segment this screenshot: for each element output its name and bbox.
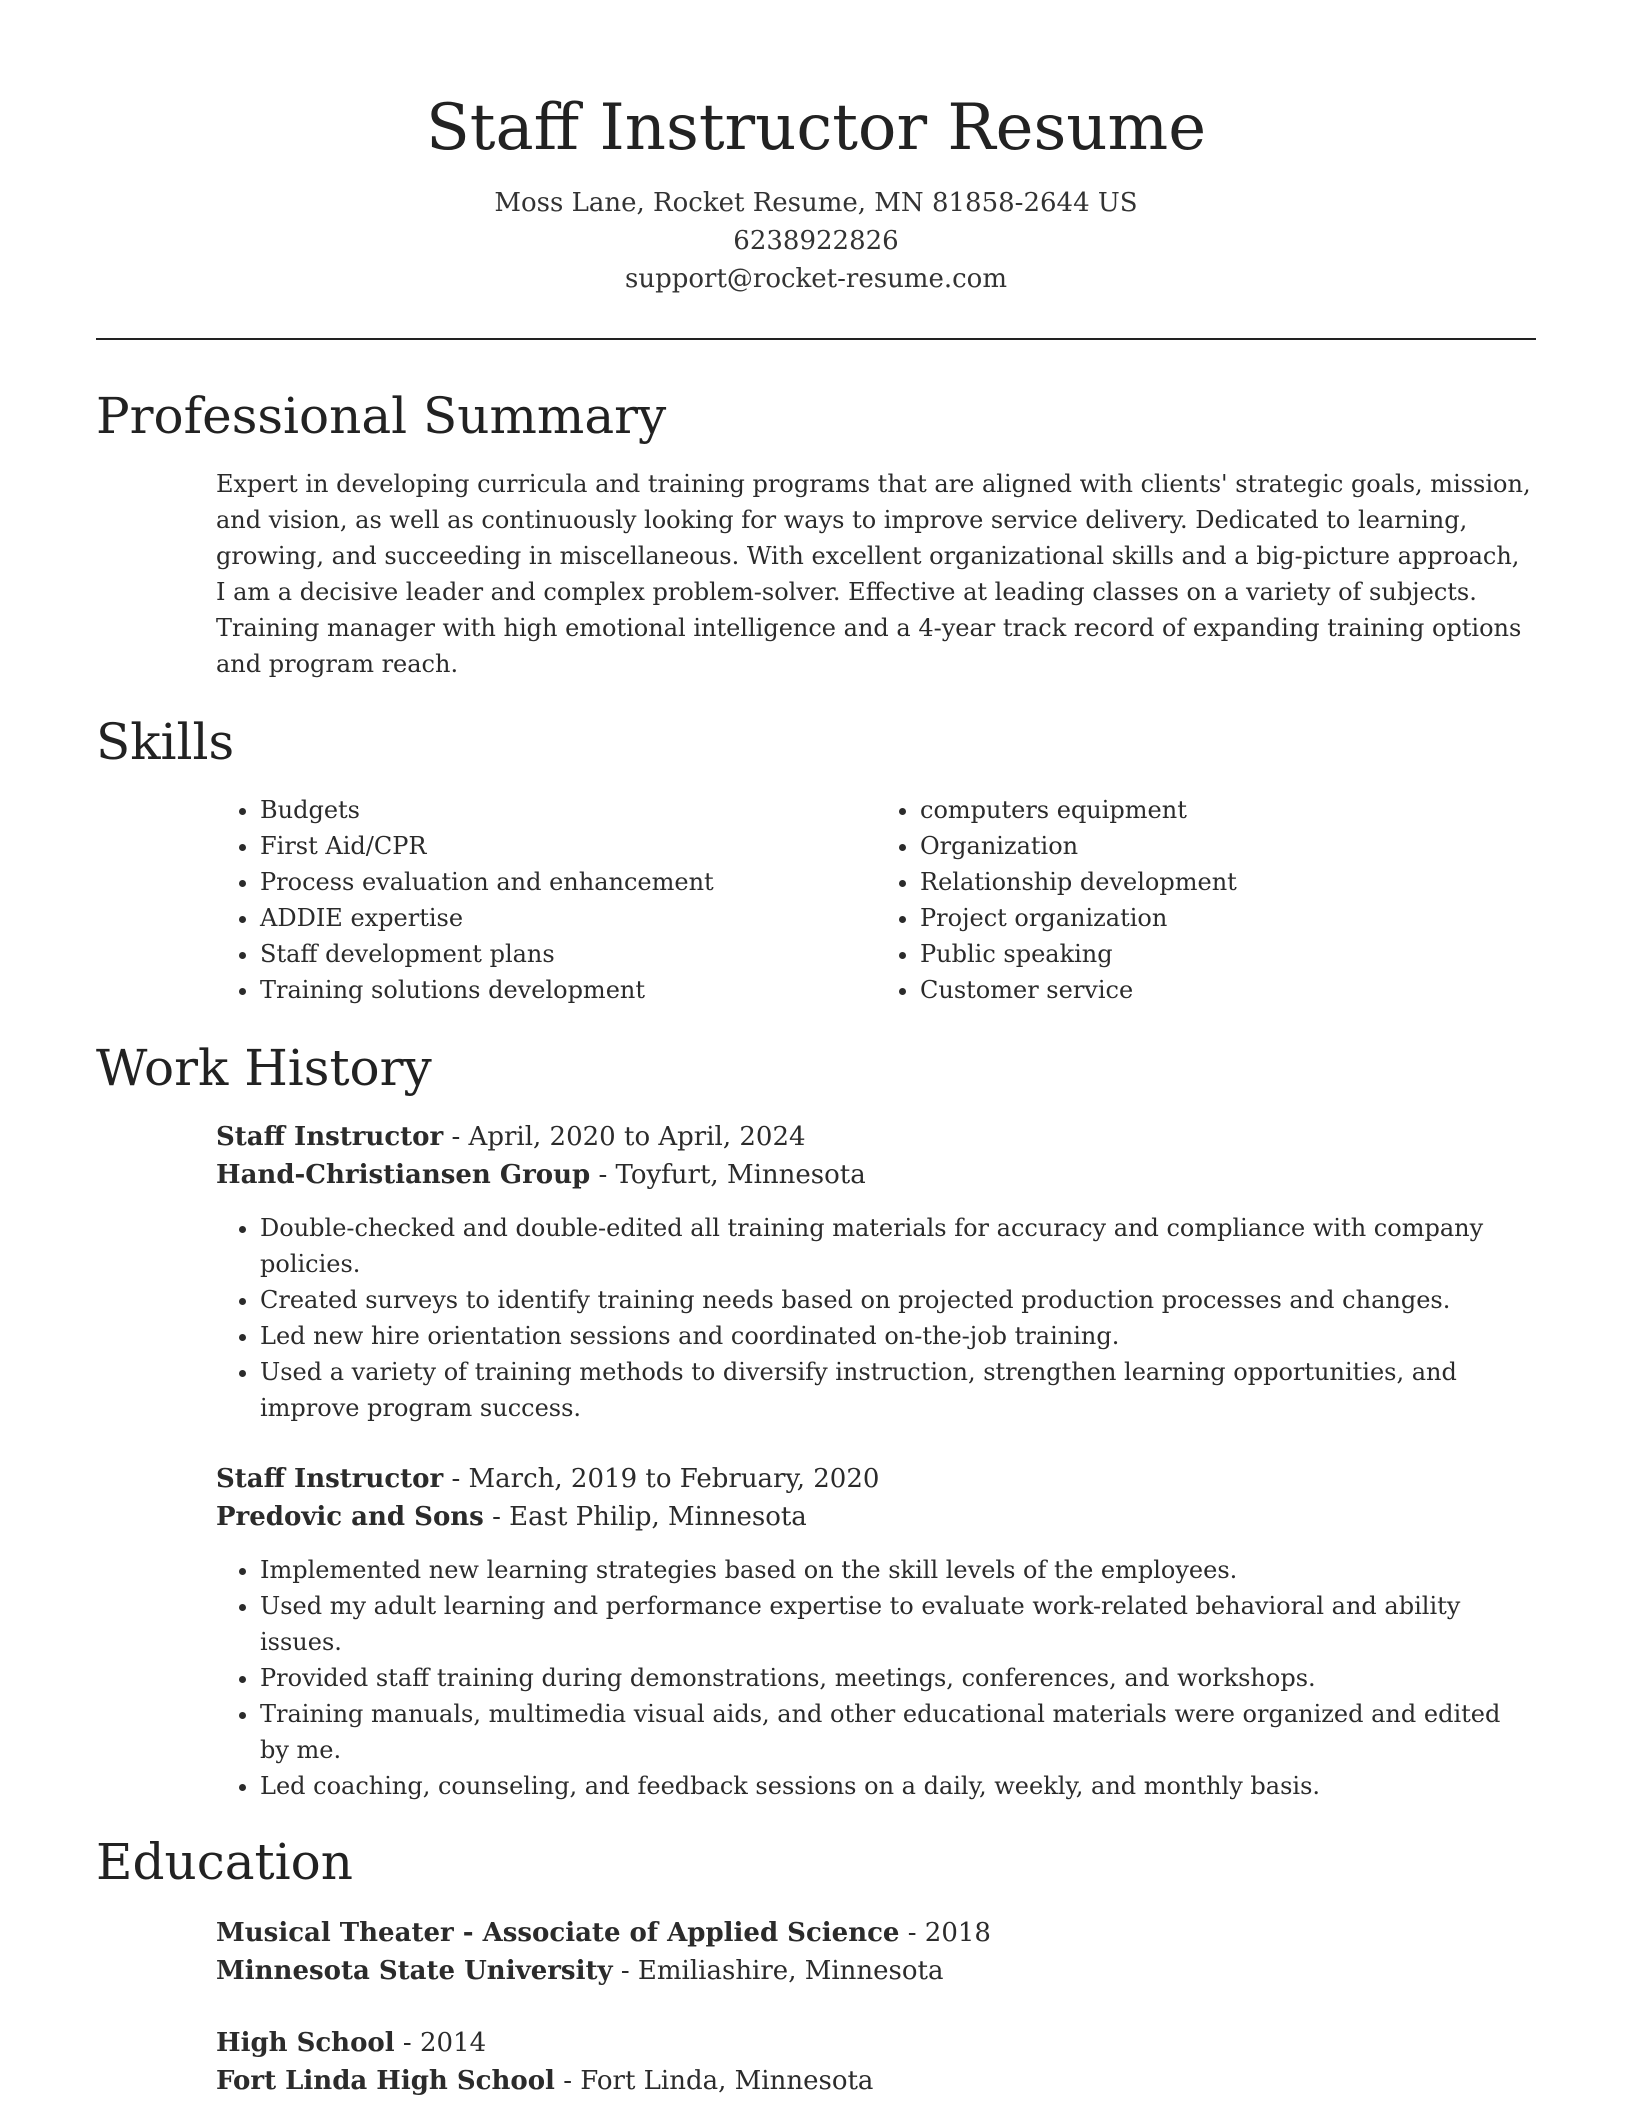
education-school: Fort Linda High School [216,2066,555,2096]
education-school-line [216,2062,1536,2100]
job-bullets [216,1210,1536,1426]
work-heading: Work History [96,1039,432,1097]
resume-title: Staff Instructor Resume [425,91,1207,165]
education-school: Minnesota State University [216,1956,613,1986]
section-work-history [96,1036,1536,1804]
job-title: Staff Instructor [216,1464,444,1494]
job-bullet: • Implemented new learning strategies based on the skill levels of the employees. [260,1552,1536,1588]
job-entry [216,1460,1536,1804]
contact-info [96,184,1536,298]
job-company-line [216,1498,1536,1536]
job-location: - East Philip, Minnesota [483,1502,807,1532]
skills-heading: Skills [96,713,235,771]
job-bullet: • Provided staff training during demonstrations, meetings, conferences, and workshops. [260,1660,1536,1696]
skills-grid [216,792,1536,1008]
contact-address: Moss Lane, Rocket Resume, MN 81858-2644 US [494,188,1138,218]
section-professional-summary [96,384,1536,682]
job-bullet: • Created surveys to identify training needs based on projected production processes and changes. [260,1282,1536,1318]
job-dates: - April, 2020 to April, 2024 [443,1122,806,1152]
job-title: Staff Instructor [216,1122,444,1152]
skill-item: • Staff development plans [260,936,876,972]
skill-item: • Customer service [920,972,1536,1008]
education-school-line [216,1952,1536,1990]
education-degree-line [216,2024,1536,2062]
education-year: - 2014 [394,2028,487,2058]
section-education [96,1830,1536,2100]
skill-item: • Public speaking [920,936,1536,972]
job-bullet: • Used my adult learning and performance expertise to evaluate work-related behavioral and ability issues. [260,1588,1536,1660]
job-bullet: • Led coaching, counseling, and feedback sessions on a daily, weekly, and monthly basis. [260,1768,1536,1804]
job-bullet: • Double-checked and double-edited all training materials for accuracy and compliance with company policies. [260,1210,1536,1282]
header-divider [96,338,1536,340]
job-company: Predovic and Sons [216,1502,484,1532]
skills-column-right [876,792,1536,1008]
contact-email: support@rocket-resume.com [624,264,1007,294]
job-entry [216,1118,1536,1426]
skills-column-left [216,792,876,1008]
job-bullet: • Used a variety of training methods to diversify instruction, strengthen learning opportunities, and improve program success. [260,1354,1536,1426]
skill-item: • Process evaluation and enhancement [260,864,876,900]
summary-heading: Professional Summary [96,387,667,445]
job-location: - Toyfurt, Minnesota [590,1160,866,1190]
skill-item: • First Aid/CPR [260,828,876,864]
education-degree-line [216,1914,1536,1952]
skill-item: • Organization [920,828,1536,864]
education-location: - Fort Linda, Minnesota [554,2066,874,2096]
skill-item: • Training solutions development [260,972,876,1008]
education-year: - 2018 [899,1918,991,1948]
education-location: - Emiliashire, Minnesota [612,1956,944,1986]
education-entry [216,1914,1536,1990]
skill-item: • Project organization [920,900,1536,936]
job-bullet: • Led new hire orientation sessions and coordinated on-the-job training. [260,1318,1536,1354]
skill-item: • Relationship development [920,864,1536,900]
education-entry [216,2024,1536,2100]
job-dates: - March, 2019 to February, 2020 [443,1464,880,1494]
job-company-line [216,1156,1536,1194]
job-title-line [216,1460,1536,1498]
skill-item: • computers equipment [920,792,1536,828]
contact-phone: 6238922826 [733,226,899,256]
job-bullets [216,1552,1536,1804]
summary-text: Expert in developing curricula and training programs that are aligned with clients' strategic goals, mission, and vision, as well as continuously looking for ways to improve service delivery. Dedicated to learning, growing, and succeeding in miscellaneous. With excellent organizational skills and a big-picture approach, I am a decisive leader and complex problem-solver. Effective at leading classes on a variety of subjects. Training manager with high emotional intelligence and a 4-year track record of expanding training options and program reach. [216,470,1531,678]
job-bullet: • Training manuals, multimedia visual aids, and other educational materials were organized and edited by me. [260,1696,1536,1768]
job-title-line [216,1118,1536,1156]
resume-header [96,80,1536,298]
skill-item: • ADDIE expertise [260,900,876,936]
education-degree: High School [216,2028,395,2058]
education-degree: Musical Theater - Associate of Applied Science [216,1918,900,1948]
section-skills [96,710,1536,1008]
education-heading: Education [96,1833,353,1891]
skill-item: • Budgets [260,792,876,828]
job-company: Hand-Christiansen Group [216,1160,591,1190]
